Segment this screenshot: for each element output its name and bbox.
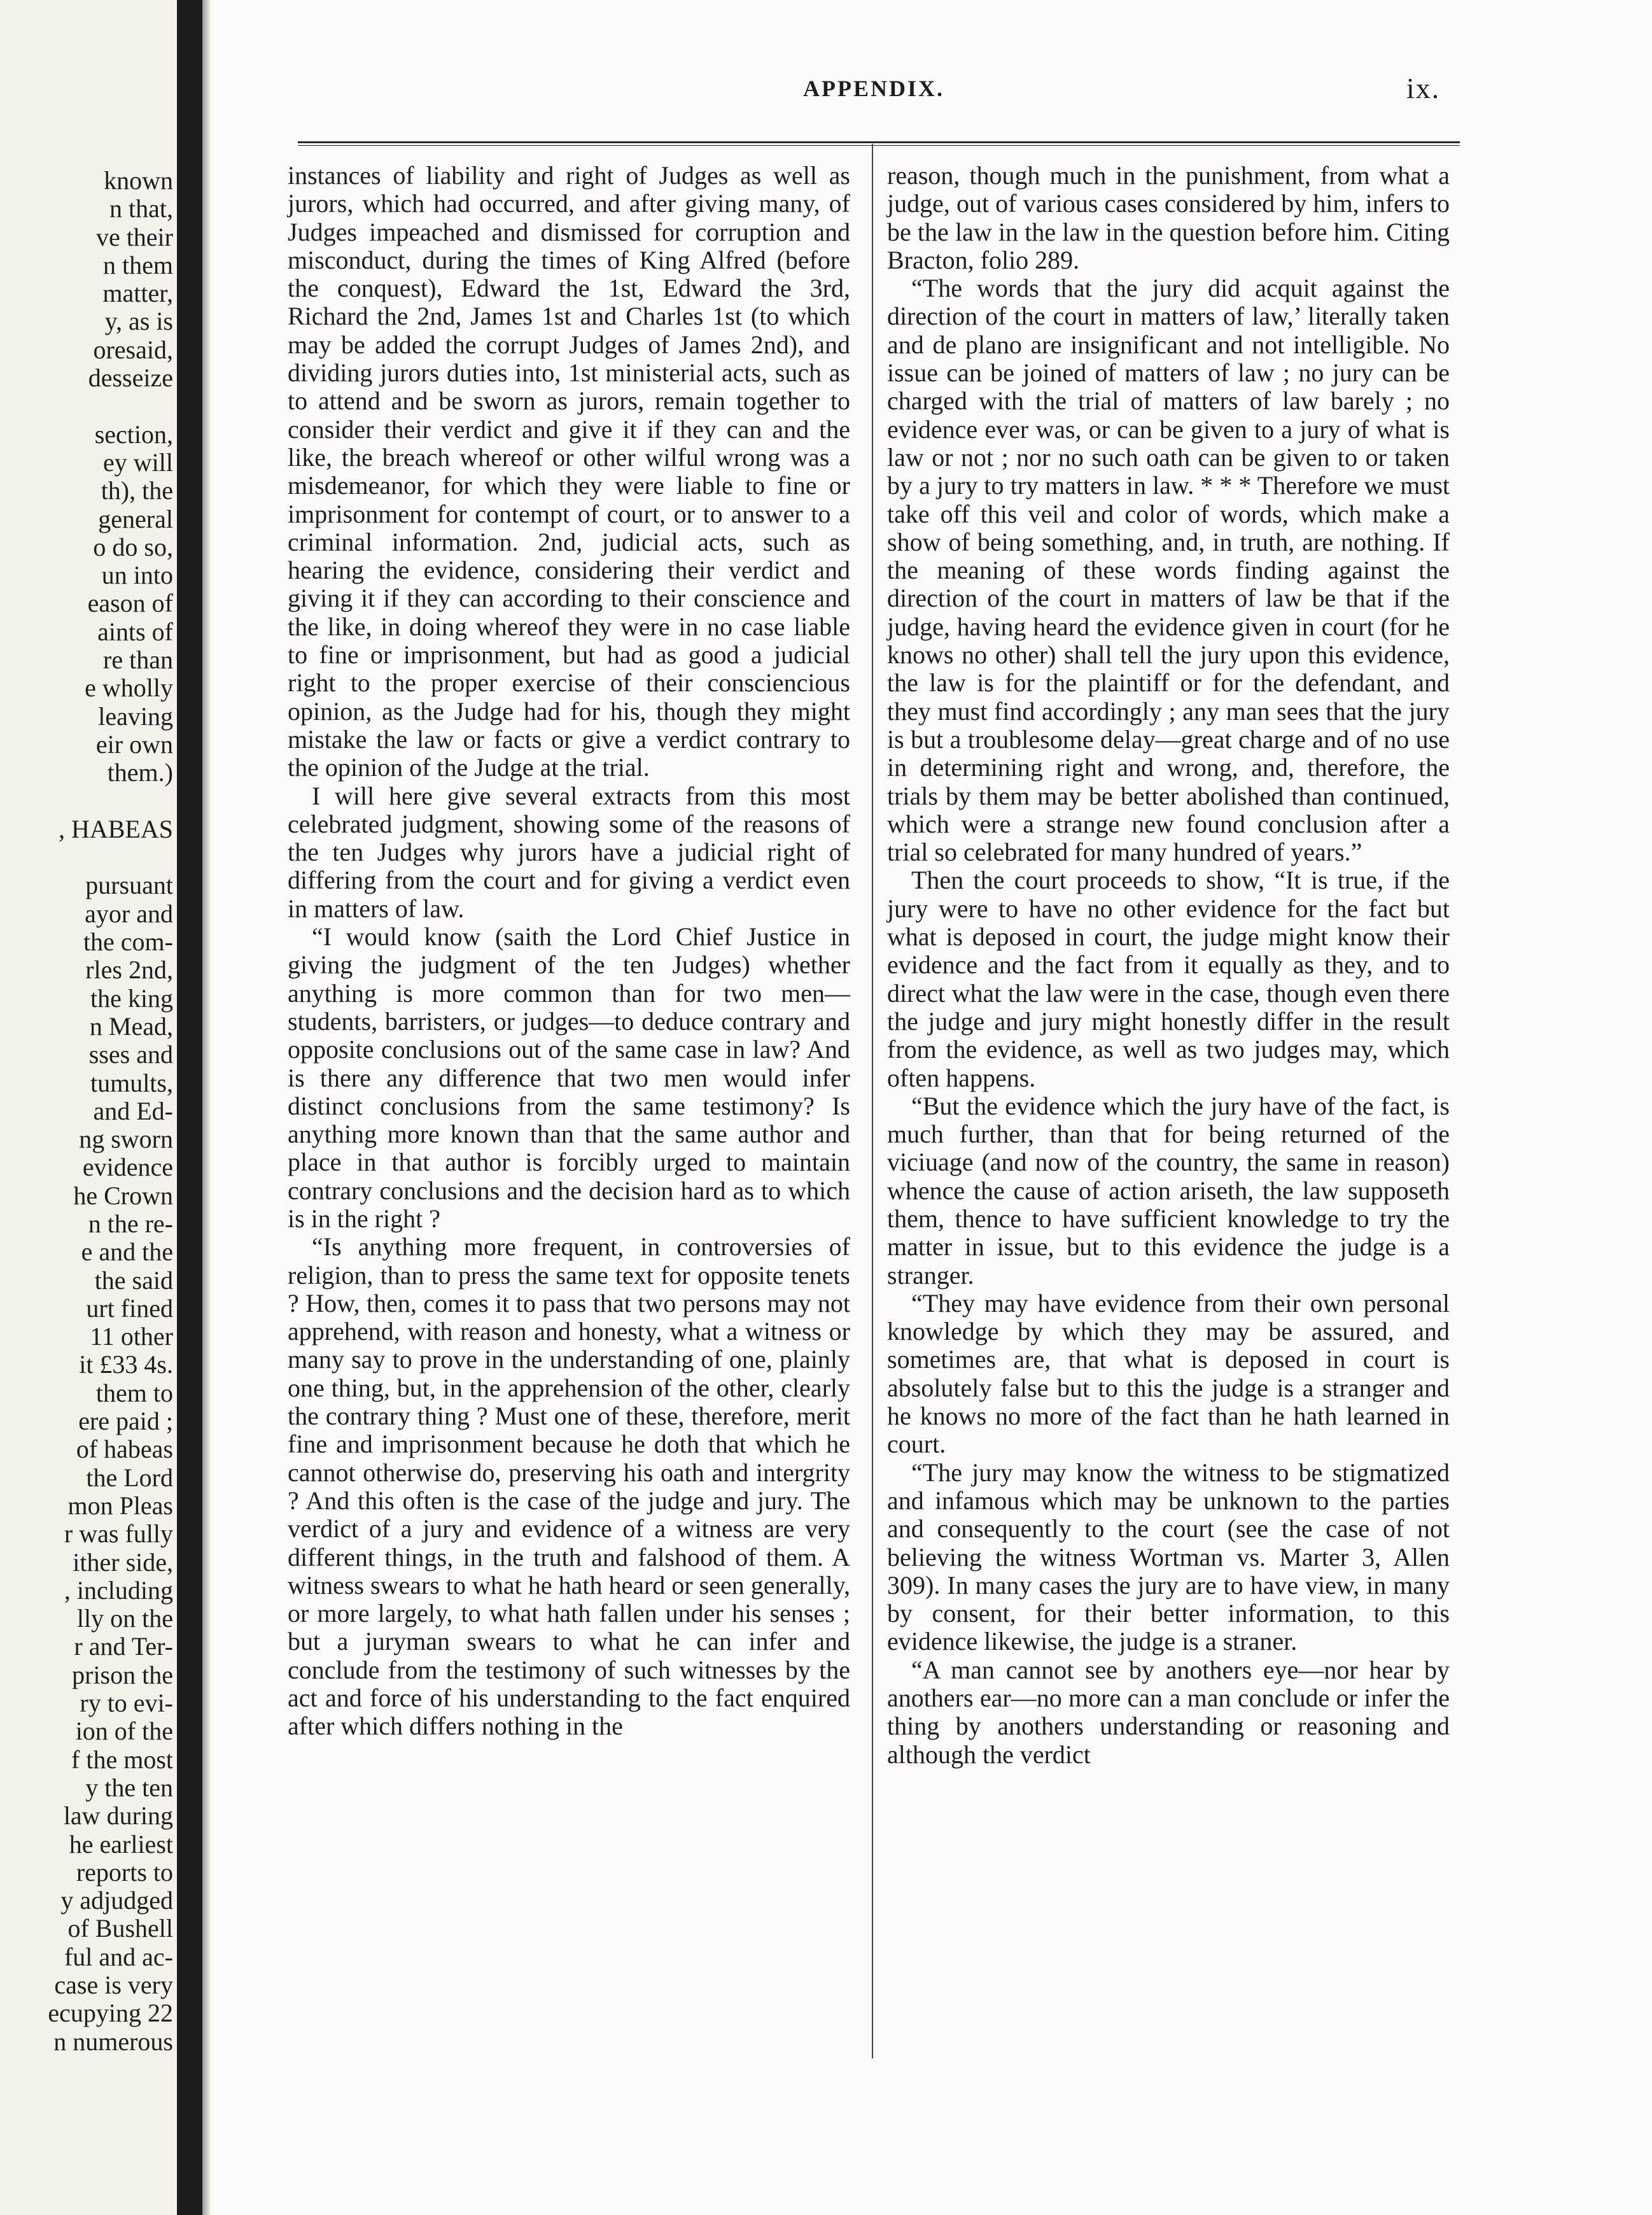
previous-page-line: reports to [76,1857,173,1887]
previous-page-line: general [98,504,173,533]
previous-page-line: leaving [98,701,173,731]
previous-page-line: ful and ac- [64,1942,173,1971]
previous-page-line: and Ed- [93,1096,173,1125]
previous-page-line: he earliest [69,1829,173,1859]
previous-page-line: of Bushell [67,1914,173,1943]
previous-page-line: tumults, [90,1068,173,1097]
previous-page-line: rles 2nd, [85,955,173,985]
previous-page-line: oresaid, [93,335,173,364]
previous-page-line: n that, [109,194,173,223]
paragraph: “I would know (saith the Lord Chief Justice in giving the judgment of the ten Judges) whether anything is more common than for two men—students, barristers, or judges—to deduce contrary and opposite conclusions out of the same case in law? And is there any difference that two men would infer distinct conclusions from the same testimony? Is anything more known than that the same author and place in that author is forcibly urged to maintain contrary conclusions and the decision hard as to which is in the right ? [288,922,850,1233]
previous-page-line: aints of [97,617,173,646]
paragraph: “But the evidence which the jury have of the fact, is much further, than that for being returned of the viciuage (and now of the country, the same in reason) whence the cause of action ariseth, the law supposeth them, thence to have sufficient knowledge to try the matter in issue, but to this evidence the judge is a stranger. [887,1091,1450,1290]
previous-page-line: them.) [107,758,173,787]
previous-page-line: ayor and [85,899,173,928]
previous-page-text [0,167,173,2056]
previous-page-line: , HABEAS [58,814,173,843]
previous-page-line: f the most [71,1745,173,1774]
previous-page-line: the said [94,1265,173,1295]
previous-page-line: he Crown [73,1181,173,1210]
previous-page-line: sses and [88,1040,173,1069]
previous-page-line: o do so, [93,532,173,561]
previous-page-line: desseize [88,363,173,393]
previous-page-line: n Mead, [89,1011,173,1041]
paragraph: “The jury may know the witness to be stigmatized and infamous which may be unknown to the parties and consequently to the court (see the case of not believing the witness Wortman vs. Marter 3, Allen 309). In many cases the jury are to have view, in many by consent, for their better information, to this evidence likewise, the judge is a straner. [887,1458,1450,1656]
previous-page-line: n the re- [88,1209,173,1238]
previous-page-line: , including [64,1575,173,1605]
previous-page-line: e and the [81,1237,173,1267]
previous-page-line: th), the [101,476,173,505]
previous-page-line: ry to evi- [80,1689,173,1718]
previous-page-line: section, [94,419,173,449]
previous-page-line: ecupying 22 [48,1999,173,2028]
paragraph: “A man cannot see by anothers eye—nor hear by anothers ear—no more can a man conclude or infer the thing by anothers understanding or reasoning and although the verdict [887,1655,1450,1769]
previous-page-line: un into [101,561,173,590]
previous-page-line: 11 other [90,1322,173,1351]
previous-page-line: of habeas [76,1435,173,1464]
previous-page-line: the Lord [86,1463,173,1492]
previous-page-line: ither side, [73,1547,173,1577]
previous-page-line: the com- [83,927,173,957]
paragraph: instances of liability and right of Judges as well as jurors, which had occurred, and after giving many, of Judges impeached and dismissed for corruption and misconduct, during the times of King Alfred (before the conquest), Edward the 1st, Edward the 3rd, Richard the 2nd, James 1st and Charles 1st (to which may be added the corrupt Judges of James 2nd), and dividing jurors duties into, 1st ministerial acts, such as to attend and be sworn as jurors, remain together to consider their verdict and give it if they can and the like, the breach whereof or other wilful wrong was a misdemeanor, for which they were liable to fine or imprisonment for contempt of court, or to answer to a criminal information. 2nd, judicial acts, such as hearing the evidence, considering their verdict and giving it if they can according to their conscience and the like, in doing whereof they were in no case liable to fine or imprisonment, but had as good a judicial right to the proper exercise of their consciencious opinion, as the Judge had for his, though they might mistake the law or facts or give a verdict contrary to the opinion of the Judge at the trial. [288,161,850,782]
previous-page-line: y, as is [104,307,173,336]
previous-page-line: known [104,166,173,195]
previous-page-line: n them [103,250,173,279]
book-binding-gutter [177,0,202,2215]
previous-page-line: it £33 4s. [79,1350,173,1379]
previous-page-line [0,392,173,420]
previous-page-line: pursuant [85,871,173,900]
previous-page-line: lly on the [76,1604,173,1633]
right-column [887,162,1450,1769]
previous-page-line: ere paid ; [78,1407,173,1436]
previous-page-line: law during [63,1801,173,1831]
previous-page-line: re than [103,645,173,675]
column-divider [872,144,873,2058]
previous-page-line: n numerous [53,2027,173,2056]
previous-page-line: the king [90,983,173,1013]
paragraph: reason, though much in the punishment, from what a judge, out of various cases considered by him, infers to be the law in the law in the question before him. Citing Bracton, folio 289. [887,161,1450,274]
gutter-shadow [202,0,211,2215]
previous-page-line: y adjudged [60,1886,173,1915]
paragraph: “They may have evidence from their own personal knowledge by which they may be assured, and sometimes are, that what is deposed in court is absolutely false but to this the judge is a stranger and he knows no more of the fact than he hath learned in court. [887,1288,1450,1459]
previous-page-line: matter, [102,279,173,308]
previous-page-line: eason of [87,589,173,618]
page-number: ix. [1406,72,1441,104]
previous-page-line: y the ten [85,1773,173,1802]
previous-page-line: ey will [103,447,173,477]
previous-page-line: ve their [95,222,173,251]
previous-page-line: e wholly [85,673,173,703]
previous-page-line: urt fined [86,1293,173,1323]
previous-page-line: ng sworn [79,1125,173,1154]
running-head: APPENDIX. [803,76,944,101]
previous-page-line [0,787,173,815]
previous-page-line: them to [95,1378,173,1407]
previous-page-line: case is very [54,1971,173,1999]
previous-page-line: r was fully [64,1519,173,1549]
paragraph: I will here give several extracts from this most celebrated judgment, showing some of the reasons of the ten Judges why jurors have a judicial right of differing from the court and for giving a verdict even in matters of law. [288,781,850,923]
paragraph: “Is anything more frequent, in controversies of religion, than to press the same text for opposite tenets ? How, then, comes it to pass that two persons may not apprehend, with reason and honesty, what a witness or many say to prove in the understanding of one, plainly one thing, but, in the apprehension of the other, clearly the contrary thing ? Must one of these, therefore, merit fine and imprisonment because he doth that which he cannot otherwise do, preserving his oath and intergrity ? And this often is the case of the judge and jury. The verdict of a jury and evidence of a witness are very different things, in the truth and falshood of them. A witness swears to what he hath heard or seen generally, or more largely, to what hath fallen under his senses ; but a juryman swears to what he can infer and conclude from the testimony of such witnesses by the act and force of his understanding to the fact enquired after which differs nothing in the [288,1232,850,1741]
previous-page-line: ion of the [75,1717,173,1746]
paragraph: “The words that the jury did acquit against the direction of the court in matters of law,’ literally taken and de plano are insignificant and not intelligible. No issue can be joined of matters of law ; no jury can be charged with the trial of matters of law barely ; no evidence ever was, or can be given to a jury of what is law or not ; nor no such oath can be given to or taken by a jury to try matters in law. * * * Therefore we must take off this veil and color of words, which make a show of being something, and, in truth, are nothing. If the meaning of these words finding against the direction of the court in matters of law be that if the judge, having heard the evidence given in court (for he knows no other) shall tell the jury upon this evidence, the law is for the plaintiff or for the defendant, and they must find accordingly ; any man sees that the jury is but a troublesome delay—great charge and of no use in determining right and wrong, and, therefore, the trials by them may be better abolished than continued, which were a strange new found conclusion after a trial so celebrated for many hundred of years.” [887,274,1450,867]
previous-page-line: r and Ter- [74,1632,173,1661]
previous-page-line [0,843,173,871]
previous-page-edge [0,0,185,2215]
previous-page-line: mon Pleas [67,1491,173,1520]
previous-page-line: eir own [95,729,173,759]
header-rule [298,141,1460,146]
previous-page-line: prison the [72,1660,173,1689]
paragraph: Then the court proceeds to show, “It is true, if the jury were to have no other evidence for the fact but what is deposed in court, the judge might know their evidence and the fact from it equally as they, and to direct what the law were in the case, though even there the judge and jury might honestly differ in the result from the evidence, as well as two judges may, which often happens. [887,866,1450,1092]
left-column [288,162,850,1741]
previous-page-line: evidence [82,1153,173,1182]
